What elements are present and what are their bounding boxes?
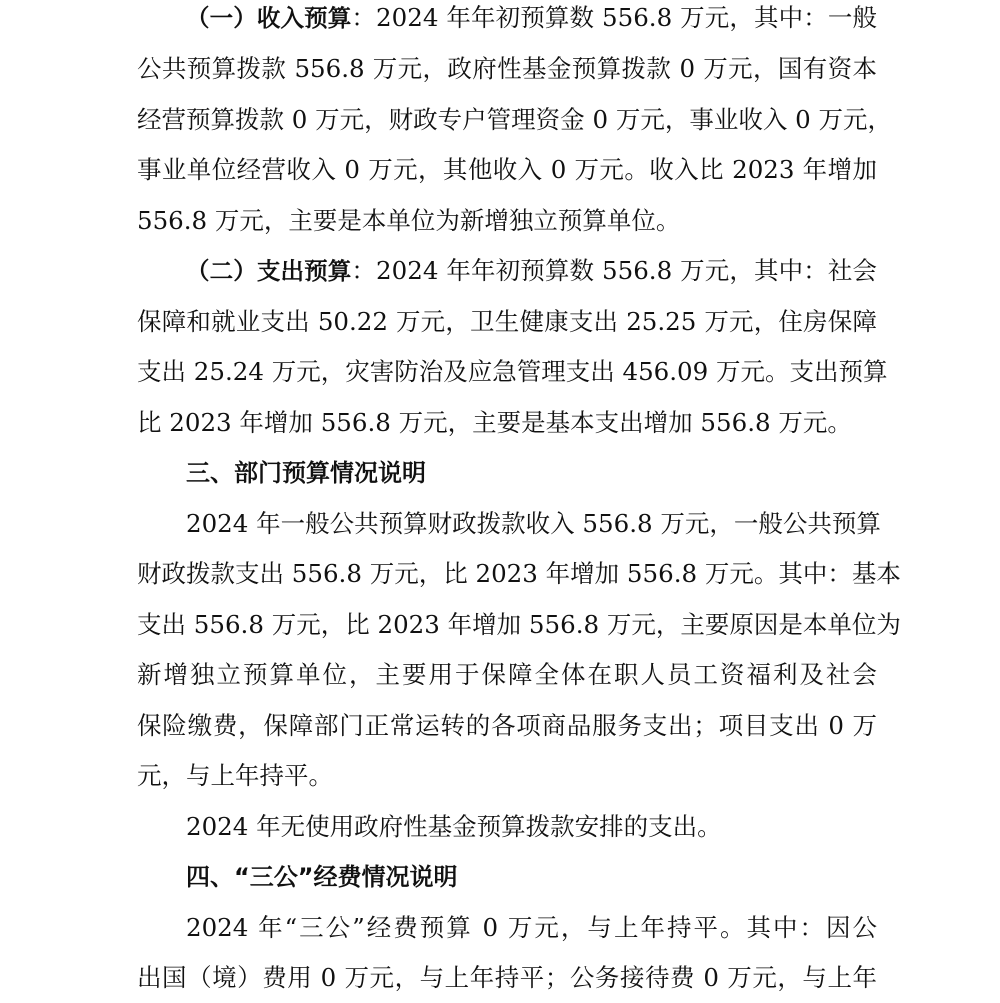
- income-paragraph-line-1: [186, 0, 877, 43]
- section-3-line-6: 元，与上年持平。: [137, 761, 333, 790]
- section-3-line-7: 2024 年无使用政府性基金预算拨款安排的支出。: [186, 812, 722, 841]
- section-4-line-1: 2024 年“三公”经费预算 0 万元，与上年持平。其中：因公: [186, 913, 877, 942]
- income-paragraph-line-4: 事业单位经营收入 0 万元，其他收入 0 万元。收入比 2023 年增加: [137, 155, 877, 184]
- income-label: （一）收入预算: [186, 4, 352, 32]
- section-3-line-3: 支出 556.8 万元，比 2023 年增加 556.8 万元，主要原因是本单位为: [137, 610, 901, 639]
- income-paragraph-line-3: 经营预算拨款 0 万元，财政专户管理资金 0 万元，事业收入 0 万元，: [137, 105, 892, 134]
- expense-paragraph-line-1: [186, 246, 877, 296]
- section-4-line-2: 出国（境）费用 0 万元，与上年持平；公务接待费 0 万元，与上年: [137, 963, 877, 992]
- section-4-heading: 四、“三公”经费情况说明: [186, 863, 458, 891]
- section-3-line-2: 财政拨款支出 556.8 万元，比 2023 年增加 556.8 万元。其中：基本: [137, 559, 901, 588]
- section-3-line-5: 保险缴费，保障部门正常运转的各项商品服务支出；项目支出 0 万: [137, 711, 877, 740]
- expense-label: （二）支出预算: [186, 257, 352, 285]
- income-paragraph-line-5: 556.8 万元，主要是本单位为新增独立预算单位。: [137, 206, 681, 235]
- expense-paragraph-line-4: 比 2023 年增加 556.8 万元，主要是基本支出增加 556.8 万元。: [137, 408, 852, 437]
- section-3-heading: 三、部门预算情况说明: [186, 459, 426, 487]
- income-line-1-text: ：2024 年年初预算数 556.8 万元，其中：一般: [351, 3, 877, 32]
- expense-line-1-text: ：2024 年年初预算数 556.8 万元，其中：社会: [351, 256, 877, 285]
- income-paragraph-line-2: 公共预算拨款 556.8 万元，政府性基金预算拨款 0 万元，国有资本: [137, 54, 877, 83]
- section-3-line-4: 新增独立预算单位，主要用于保障全体在职人员工资福利及社会: [137, 660, 877, 689]
- expense-paragraph-line-3: 支出 25.24 万元，灾害防治及应急管理支出 456.09 万元。支出预算: [137, 357, 888, 386]
- expense-paragraph-line-2: 保障和就业支出 50.22 万元，卫生健康支出 25.25 万元，住房保障: [137, 307, 877, 336]
- section-3-line-1: 2024 年一般公共预算财政拨款收入 556.8 万元，一般公共预算: [186, 509, 881, 538]
